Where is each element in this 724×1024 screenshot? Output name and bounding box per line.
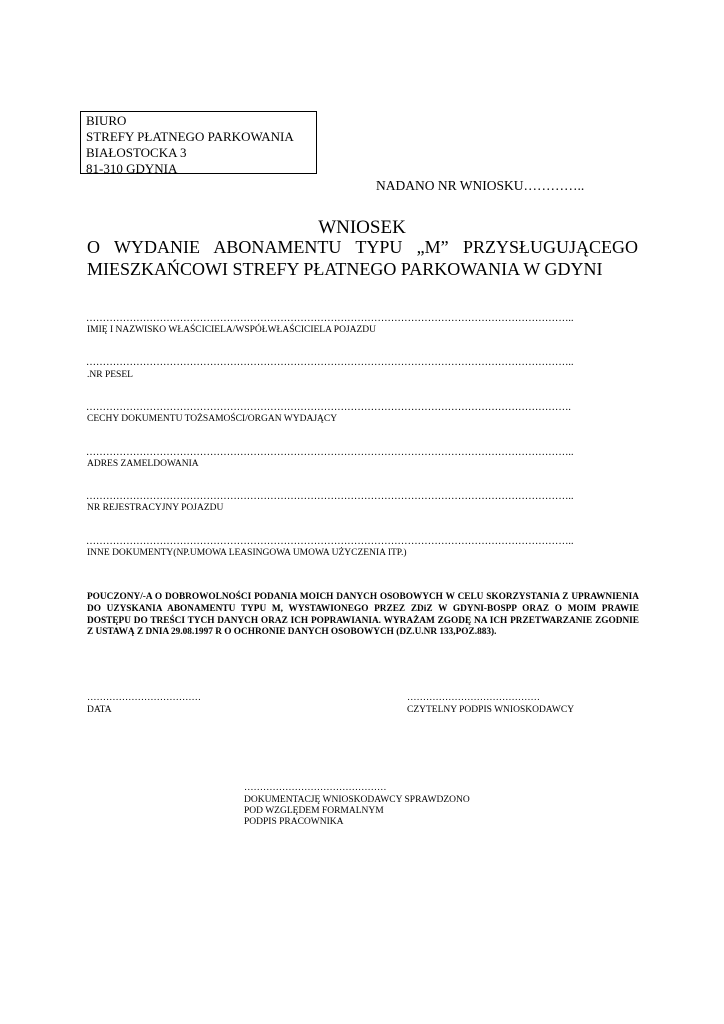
document-subtitle-line1: O WYDANIE ABONAMENTU TYPU „M” PRZYSŁUGUJĄCEGO (87, 237, 638, 257)
field-registration-dots[interactable]: ……………………………………………………………………………………………………………………………….. (86, 491, 574, 502)
field-address-dots[interactable]: ……………………………………………………………………………………………………………………………….. (86, 447, 574, 458)
field-other-documents-label: INNE DOKUMENTY(NP.UMOWA LEASINGOWA UMOWA UŻYCZENIA ITP.) (87, 548, 407, 558)
field-id-document-dots[interactable]: ………………………………………………………………………………………………………………………………. (86, 402, 571, 413)
field-pesel-dots[interactable]: ……………………………………………………………………………………………………………………………….. (86, 357, 574, 368)
field-registration-label: NR REJESTRACYJNY POJAZDU (87, 503, 224, 513)
office-line: 81-310 GDYNIA (86, 161, 178, 176)
staff-note-line2: POD WZGLĘDEM FORMALNYM (244, 806, 384, 816)
field-other-documents-dots[interactable]: ……………………………………………………………………………………………………………………………….. (86, 536, 574, 547)
field-owner-name-dots[interactable]: ……………………………………………………………………………………………………………………………….. (86, 313, 574, 324)
staff-note-line1: DOKUMENTACJĘ WNIOSKODAWCY SPRAWDZONO (244, 795, 470, 805)
signature-label: CZYTELNY PODPIS WNIOSKODAWCY (407, 705, 575, 715)
field-id-document-label: CECHY DOKUMENTU TOŻSAMOŚCI/ORGAN WYDAJĄCY (87, 414, 338, 424)
consent-statement: POUCZONY/-A O DOBROWOLNOŚCI PODANIA MOICH DANYCH OSOBOWYCH W CELU SKORZYSTANIA Z UPRAWNIENIA DO UZYSKANIA ABONAMENTU TYPU M, WYSTAWIONEGO PRZEZ ZDiZ W GDYNI-BOSPP ORAZ O MOIM PRAWIE DOSTĘPU DO TREŚCI TYCH DANYCH ORAZ ICH POPRAWIANIA. WYRAŻAM ZGODĘ NA ICH PRZETWARZANIE ZGODNIE Z USTAWĄ Z DNIA 29.08.1997 R O OCHRONIE DANYCH OSOBOWYCH (DZ.U.NR 133,POZ.883). (87, 592, 639, 638)
field-pesel-label: .NR PESEL (87, 370, 133, 380)
office-line: BIAŁOSTOCKA 3 (86, 145, 187, 160)
office-line: BIURO (86, 113, 127, 128)
application-number-label: NADANO NR WNIOSKU………….. (376, 178, 585, 193)
field-address-label: ADRES ZAMELDOWANIA (87, 459, 199, 469)
staff-signature-dots[interactable]: ……………………………………… (244, 783, 387, 793)
date-dots[interactable]: ……………………………… (87, 693, 201, 703)
office-address-box (80, 111, 317, 174)
field-owner-name-label: IMIĘ I NAZWISKO WŁAŚCICIELA/WSPÓŁWŁAŚCICIELA POJAZDU (87, 325, 377, 335)
staff-note-line3: PODPIS PRACOWNIKA (244, 817, 344, 827)
document-title: WNIOSEK (318, 217, 406, 238)
document-subtitle-line2: MIESZKAŃCOWI STREFY PŁATNEGO PARKOWANIA W GDYNI (87, 259, 603, 279)
signature-dots[interactable]: …………………………………… (407, 693, 540, 703)
date-label: DATA (87, 705, 112, 715)
office-line: STREFY PŁATNEGO PARKOWANIA (86, 129, 294, 144)
